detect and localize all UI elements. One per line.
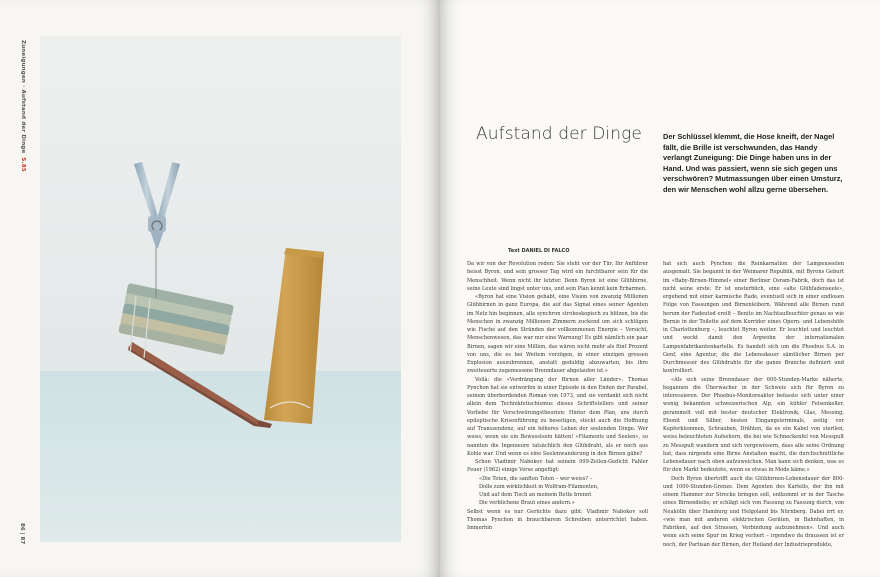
poem-line: Dolle zum wirklichkeit in Wolfram-Filamenten, bbox=[479, 483, 599, 490]
paragraph: hat sich auch Pynchon die Reinkarnation der Lampenseelen ausgemalt. Sie begannt in der Weimarer Republik, mit Byrons Geburt im «Baby-Birnen-Himmel» einer Berliner Osram-Fabrik, doch das ist nicht seine erste: Er ist unsterblich, eine «alte Glühfadenseele», ergebend mit einer karmische Rade, eventuell sich in einer endlosen Folge von Fassungen und Birnenleibern. Während alle Birnen rund herum der Fadeutod ereilt – Benito im Nachtaufleuchter genau so wie Bernie in der Toilette auf dem Korridor eines Opern- und Lebenshöfe in Charlottenburg –, leuchtet Byron weiter. Er leuchtet und leuchtet und weckt damit den Argwohn der internationalen Lampenfabrikantenkartelle. Es handelt sich um die Phoebus S.A. in Genf, eine Agentur, die die Lebensdauer sämtlicher Birnen per Durchmesser des Glühdrahts für die ganze Branche definiert und kontrolliert. bbox=[663, 261, 844, 375]
clothespin-lift-illustration bbox=[40, 36, 401, 542]
article-intro: Der Schlüssel klemmt, die Hose kneift, der Nagel fällt, die Brille ist verschwunden, das Handy verlangt Zuneigung: Die Dinge haben uns in der Hand. Und was passiert, wenn sie sich gegen uns verschwören? Mutmassungen über einen Umsturz, den wir Menschen wohl allzu gerne übersehen. bbox=[663, 132, 843, 194]
running-head bbox=[16, 40, 28, 172]
paragraph: «Byron hat eine Vision gehabt, eine Vision von zwanzig Millionen Glühbirnen in ganz Europa, die auf das Signal eines seiner Agenten im Netz hin beginnen, alle synchron stroboskopisch zu blitzen, bis die Menschen in zwanzig Millionen Zimmern zuckend um sich schlügen wie Fische auf den Stränden der vollkommenen Energie – Vorsicht, Menschenwesen, das war nur eine Warnung! Es gibt nämlich ein paar Birnen, sagen wir eine Million, das wären nicht mehr als fünf Prozent von uns, die es bei Weitem vorzögen, in einer einzigen grossen Explosion auszubrennen, anstatt geduldig abzuwarten, bis ihre zweiteuerte zugemessene Brenndauer abgelaufen ist.» bbox=[467, 294, 648, 375]
paragraph: Schon Vladimir Nabokov hat seinem 999-Zeilen-Gedicht Fahler Feuer (1962) einige Verse angefügt: bbox=[467, 459, 648, 474]
paragraph: Voilà: die «Verdrängung der Birnen aller Länder». Thomas Pynchon hat sie entworfen in einer Episode in den Enden der Parabel, seinem überbordenden Roman von 1973, und sie verdankt sich nicht allein dem Technikfetischismus dieses Schriftstellers und seiner Vorliebe für Verschwörungstheorien: Hinter dem Plan, uns durch epileptische Krisenführung zu beseitigen, steckt auch die Hoffnung auf Transzendenz, auf ein höheres Leben der seelenden Dinge. Wer weiss, wenn sie ein Bewusstsein hätten! «Filaments und Seelen», so nannten die Ingenieure tatsächlich den Glühdraht, als er noch aus Kohle war. Und wenn es eine Seelenwanderung in den Birnen gäbe? bbox=[467, 376, 648, 457]
paragraph: Da wir von der Revolution reden: Sie steht vor der Tür. Ihr Anführer heisst Byron, und sein grosser Tag wird ein furchtbarer sein für die Menschheit. Wenn nicht ihr letzter. Denn Byron ist eine Glühbirne, seine Leute sind lingst unter uns, und sein Plan kennt kein Erbarmen. bbox=[467, 261, 648, 292]
poem-line: Und auf dem Tisch an meinem Bette brennt bbox=[479, 492, 592, 498]
text-column-2 bbox=[663, 260, 844, 549]
paragraph: «Als sich seine Brenndauer der 600-Stunden-Marke näherte, begannen die Überwacher in der Schweiz sich für Byron zu interessieren. Der Phoebus-Monitoreaktor befasste sich unter einer wenig bekannten schweizerischen Alp, ein kühler Felsenkeller, gerammelt voll mit bester deutscher Elektronik, Glas, Messing, Ebonit und Silber, besten Eingangsterminals, zeitig vor Kupferklemmen, Schrauben, Drähten, da es ein Kabel von sterilen, weiss beleuchteten Aufsehern, die bei wie Schneckenfel von Messpult zu Messpult wandern und sich vergewissern, dass alle seine Ordnung hat, dass nirgends eine Birne Anstalten macht, die durchschnittliche Lebensdauer nach oben aufzuweichen. Man kann sich denken, was es für den Markt bedeutete, wenn es etwas in Mode käme.» bbox=[663, 376, 844, 474]
article-title: Aufstand der Dinge bbox=[476, 124, 642, 144]
text-column-1 bbox=[467, 260, 648, 532]
page-number: 86 | 87 bbox=[19, 523, 25, 545]
article-photo bbox=[40, 36, 401, 542]
running-head-accent: S.85 bbox=[20, 157, 26, 172]
right-page bbox=[440, 0, 880, 577]
paragraph: Selbst wenn es nur Gerüchte dazu gibt: Vladimir Nabokov soll Thomas Pynchon in brauchbarem Schreiben unterrichtet haben. Immerhin bbox=[467, 508, 648, 531]
poem-line: Die verblichene Braut eines andern.» bbox=[479, 500, 575, 507]
article-byline: Text DANIEL DI FALCO bbox=[508, 248, 570, 254]
running-head-text: Zuneigungen · Aufstand der Dinge bbox=[20, 40, 26, 154]
paragraph: Doch Byron übertrifft auch die Glühbirnen-Lebensdauer der 800- und 1000-Stunden-Grenze. Dem Agenten des Kartells, der ihn mit einem Hammer zur Strecke bringen soll, entkommt er in der Tasche eines Birnendiebs; er schlägt sich von Fassung zu Fassung durch, von Neukölln über Hamburg und Helgoland bis Nürnberg. Dabei irrt er, «wie man mit anderen elektrischen Geräten, in Bahnhaften, in Fabriken, auf den Strassen, Verbindung aufzunehmen». Und auch wenn sich seine Spur im Krieg verliert – irgendwo da draussen ist er noch, der Partisan der Birnen, der Heiland der Industrieprodukte, bbox=[663, 475, 844, 548]
poem-line: «Die Toten, die sanften Toten – wer weiss? – bbox=[479, 475, 593, 482]
